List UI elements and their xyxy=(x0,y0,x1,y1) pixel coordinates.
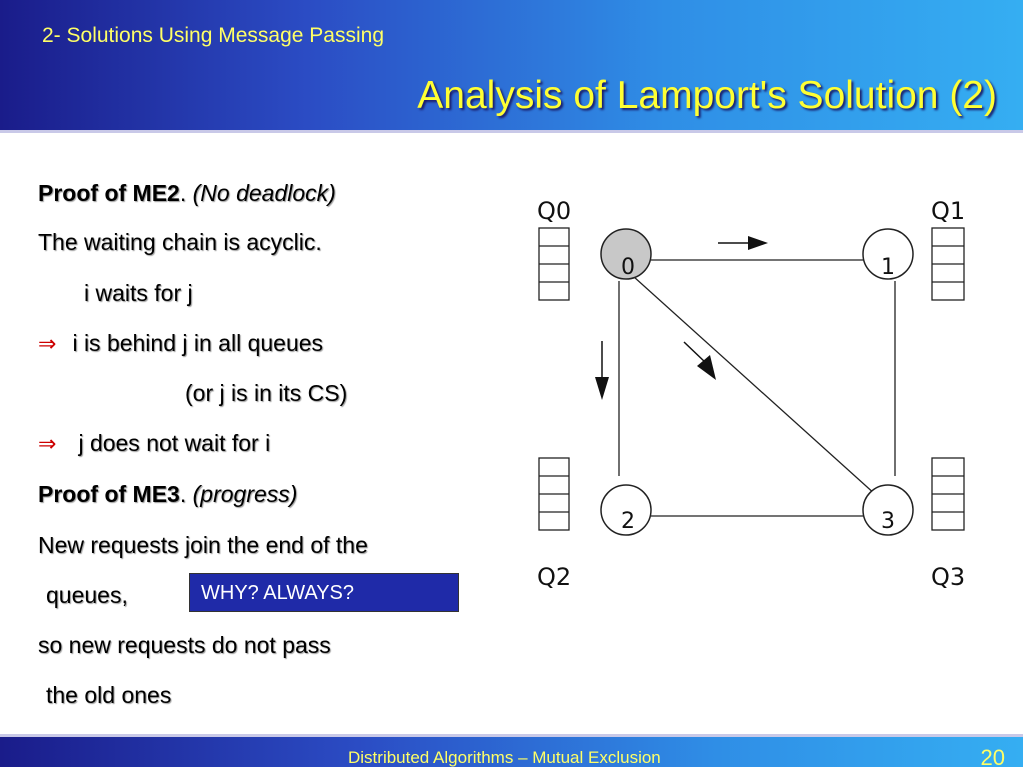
queue-label-q3: Q3 xyxy=(931,563,966,591)
node-2 xyxy=(601,485,651,535)
new-requests-line: New requests join the end of the xyxy=(38,532,368,558)
behind-text: i is behind j in all queues xyxy=(72,330,324,356)
queue-label-q2: Q2 xyxy=(537,563,572,591)
node-2-label: 2 xyxy=(621,509,635,534)
callout-text: WHY? ALWAYS? xyxy=(201,582,355,604)
queue-label-q1: Q1 xyxy=(931,197,966,225)
queue-q1 xyxy=(932,228,964,300)
proof-me3-label: Proof of ME3 xyxy=(38,481,180,507)
node-0-label: 0 xyxy=(621,255,635,280)
proof-me2-note: (No deadlock) xyxy=(192,180,336,206)
old-ones-line: the old ones xyxy=(46,682,172,708)
implies-icon: ⇒ xyxy=(38,332,57,357)
node-3 xyxy=(863,485,913,535)
queues-line: queues, xyxy=(46,582,128,608)
proof-me3-note: (progress) xyxy=(192,481,298,507)
arrow-right-icon xyxy=(718,236,768,250)
node-1-label: 1 xyxy=(881,255,895,280)
slide-title: Analysis of Lamport's Solution (2) xyxy=(417,74,997,117)
queue-q0 xyxy=(539,228,569,300)
queue-q3 xyxy=(932,458,964,530)
waiting-chain-line: The waiting chain is acyclic. xyxy=(38,229,322,255)
section-title: 2- Solutions Using Message Passing xyxy=(42,24,385,47)
waits-line: i waits for j xyxy=(84,280,193,306)
or-cs-line: (or j is in its CS) xyxy=(185,380,348,406)
arrow-diagonal-icon xyxy=(684,342,716,380)
queue-label-q0: Q0 xyxy=(537,197,572,225)
footer-title: Distributed Algorithms – Mutual Exclusion xyxy=(348,748,661,767)
diagram-edges xyxy=(619,260,895,516)
node-1 xyxy=(863,229,913,280)
node-3-label: 3 xyxy=(881,509,895,534)
implies-icon: ⇒ xyxy=(38,432,57,457)
arrow-down-icon xyxy=(595,341,609,400)
proof-me2-dot: . xyxy=(179,180,193,206)
queue-q2 xyxy=(539,458,569,530)
not-wait-text: j does not wait for i xyxy=(78,430,271,456)
node-0 xyxy=(601,229,651,280)
proof-me3-dot: . xyxy=(179,481,193,507)
page-number: 20 xyxy=(980,745,1005,770)
no-pass-line: so new requests do not pass xyxy=(38,632,331,658)
proof-me2-label: Proof of ME2 xyxy=(38,180,180,206)
